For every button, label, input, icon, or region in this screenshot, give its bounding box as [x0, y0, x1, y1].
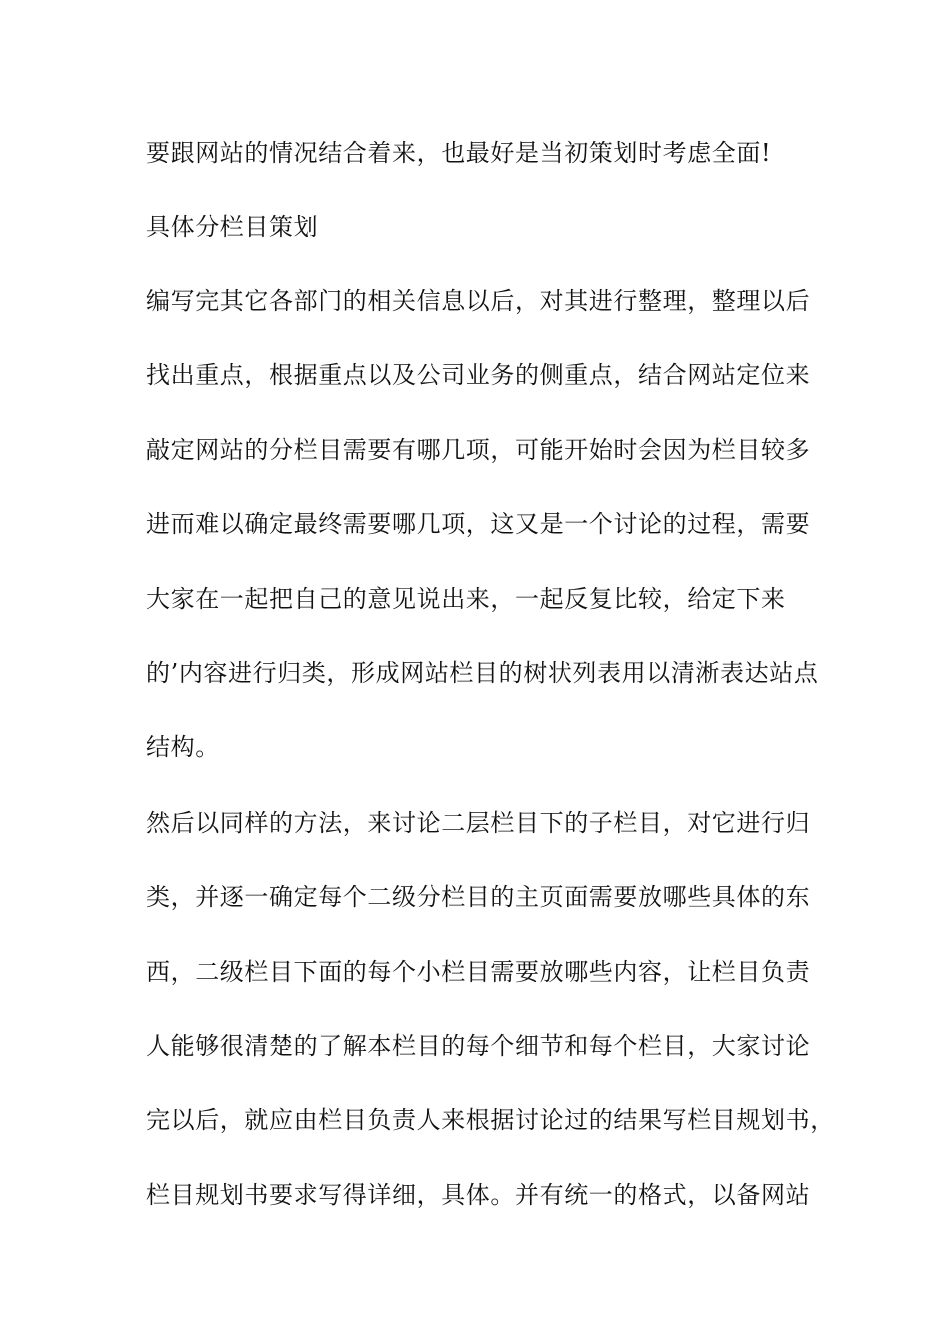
text-line-1: 要跟网站的情况结合着来，也最好是当初策划时考虑全面!: [146, 139, 772, 167]
section-heading: 具体分栏目策划: [146, 213, 319, 241]
text-line-5: 敲定网站的分栏目需要有哪几项，可能开始时会因为栏目较多: [146, 436, 811, 464]
text-line-3: 编写完其它各部门的相关信息以后，对其进行整理，整理以后: [146, 287, 811, 315]
text-line-13: 人能够很清楚的了解本栏目的每个细节和每个栏目，大家讨论: [146, 1032, 811, 1060]
text-line-8: 的’内容进行归类，形成网站栏目的树状列表用以清淅表达站点: [146, 659, 819, 687]
text-line-11: 类，并逐一确定每个二级分栏目的主页面需要放哪些具体的东: [146, 883, 811, 911]
text-line-14: 完以后，就应由栏目负责人来根据讨论过的结果写栏目规划书，: [146, 1106, 835, 1134]
text-line-15: 栏目规划书要求写得详细，具体。并有统一的格式，以备网站: [146, 1181, 811, 1209]
text-line-10: 然后以同样的方法，来讨论二层栏目下的子栏目，对它进行归: [146, 809, 811, 837]
text-line-4: 找出重点，根据重点以及公司业务的侧重点，结合网站定位来: [146, 361, 811, 389]
text-line-6: 进而难以确定最终需要哪几项，这又是一个讨论的过程，需要: [146, 510, 811, 538]
text-line-7: 大家在一起把自己的意见说出来，一起反复比较，给定下来: [146, 585, 786, 613]
text-line-9: 结构。: [146, 733, 220, 761]
text-line-12: 西，二级栏目下面的每个小栏目需要放哪些内容，让栏目负责: [146, 958, 811, 986]
